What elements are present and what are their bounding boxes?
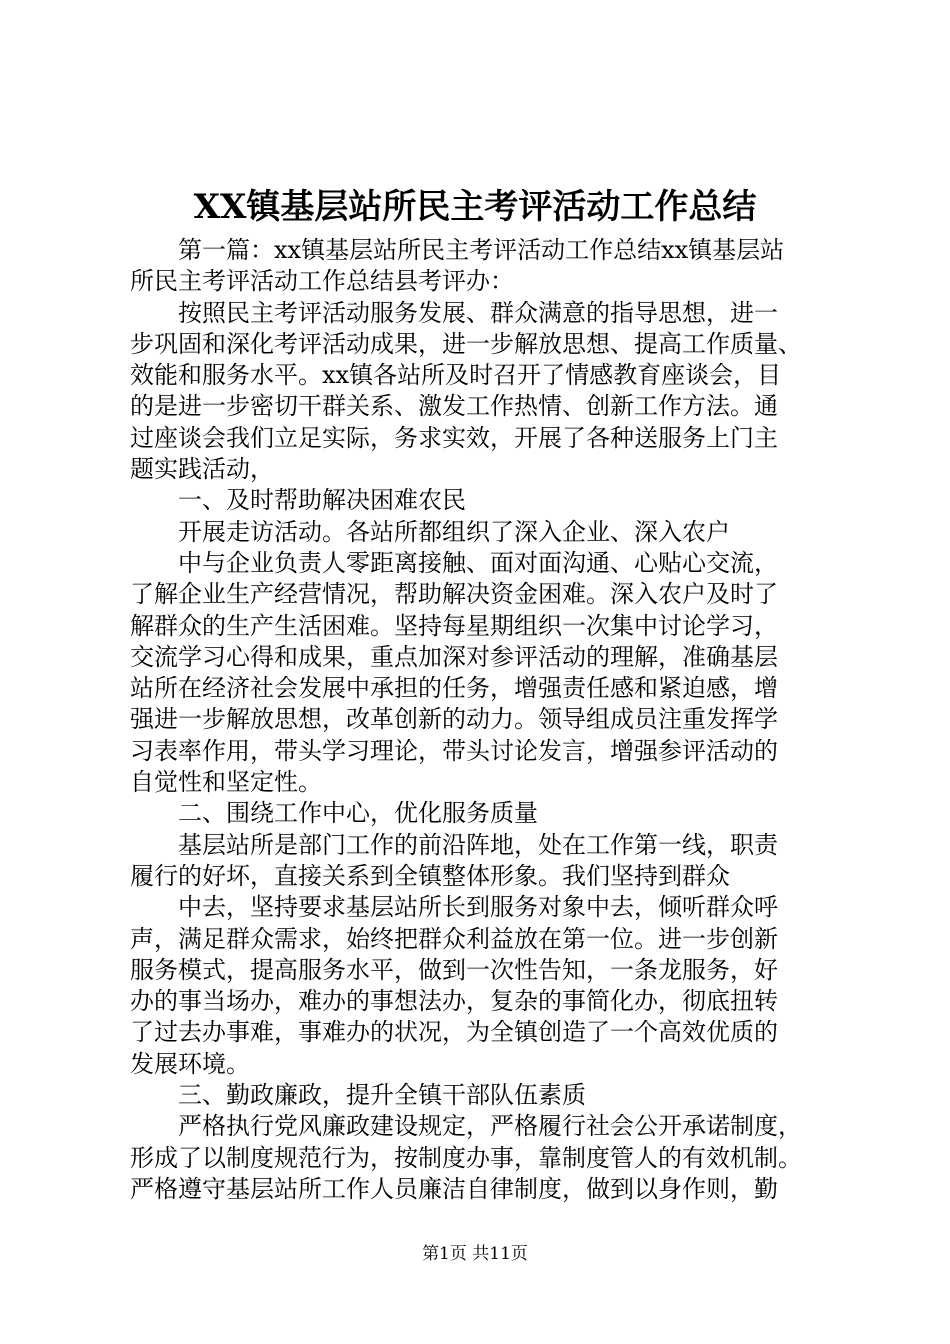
paragraph-line: 形成了以制度规范行为，按制度办事，靠制度管人的有效机制。: [130, 1143, 802, 1172]
paragraph-line: 了解企业生产经营情况，帮助解决资金困难。深入农户及时了: [130, 580, 778, 609]
section-heading-2: 二、围绕工作中心，优化服务质量: [178, 799, 538, 828]
paragraph-line: 交流学习心得和成果，重点加深对参评活动的理解，准确基层: [130, 642, 778, 671]
paragraph-line: 了过去办事难，事难办的状况，为全镇创造了一个高效优质的: [130, 1018, 778, 1047]
paragraph-line: 声，满足群众需求，始终把群众利益放在第一位。进一步创新: [130, 924, 778, 953]
paragraph-line: 严格遵守基层站所工作人员廉洁自律制度，做到以身作则，勤: [130, 1174, 778, 1203]
paragraph-line: 习表率作用，带头学习理论，带头讨论发言，增强参评活动的: [130, 736, 778, 765]
paragraph-line: 所民主考评活动工作总结县考评办：: [130, 267, 514, 296]
paragraph-line: 的是进一步密切干群关系、激发工作热情、创新工作方法。通: [130, 392, 778, 421]
paragraph-line: 基层站所是部门工作的前沿阵地，处在工作第一线，职责: [178, 830, 778, 859]
paragraph-line: 强进一步解放思想，改革创新的动力。领导组成员注重发挥学: [130, 705, 778, 734]
page-number-footer: 第1页 共11页: [422, 1244, 528, 1264]
paragraph-line: 中去，坚持要求基层站所长到服务对象中去，倾听群众呼: [178, 893, 778, 922]
paragraph-line: 按照民主考评活动服务发展、群众满意的指导思想，进一: [178, 298, 778, 327]
paragraph-line: 开展走访活动。各站所都组织了深入企业、深入农户: [178, 517, 730, 546]
paragraph-line: 履行的好坏，直接关系到全镇整体形象。我们坚持到群众: [130, 861, 730, 890]
document-body: [130, 235, 830, 1205]
paragraph-line: 自觉性和坚定性。: [130, 768, 322, 797]
paragraph-line: 解群众的生产生活困难。坚持每星期组织一次集中讨论学习，: [130, 611, 778, 640]
paragraph-line: 第一篇：xx镇基层站所民主考评活动工作总结xx镇基层站: [178, 236, 785, 264]
section-heading-1: 一、及时帮助解决困难农民: [178, 486, 466, 515]
paragraph-line: 步巩固和深化考评活动成果，进一步解放思想、提高工作质量、: [130, 329, 802, 358]
paragraph-line: 过座谈会我们立足实际，务求实效，开展了各种送服务上门主: [130, 423, 778, 452]
paragraph-line: 中与企业负责人零距离接触、面对面沟通、心贴心交流，: [178, 548, 778, 577]
paragraph-line: 效能和服务水平。xx镇各站所及时召开了情感教育座谈会，目: [130, 361, 782, 390]
paragraph-line: 服务模式，提高服务水平，做到一次性告知，一条龙服务，好: [130, 955, 778, 984]
section-heading-3: 三、勤政廉政，提升全镇干部队伍素质: [178, 1081, 586, 1110]
paragraph-line: 办的事当场办，难办的事想法办，复杂的事简化办，彻底扭转: [130, 987, 778, 1016]
paragraph-line: 发展环境。: [130, 1049, 250, 1078]
paragraph-line: 严格执行党风廉政建设规定，严格履行社会公开承诺制度，: [178, 1112, 802, 1141]
paragraph-line: 站所在经济社会发展中承担的任务，增强责任感和紧迫感，增: [130, 674, 778, 703]
document-title: XX镇基层站所民主考评活动工作总结: [193, 187, 757, 227]
paragraph-line: 题实践活动，: [130, 455, 274, 484]
